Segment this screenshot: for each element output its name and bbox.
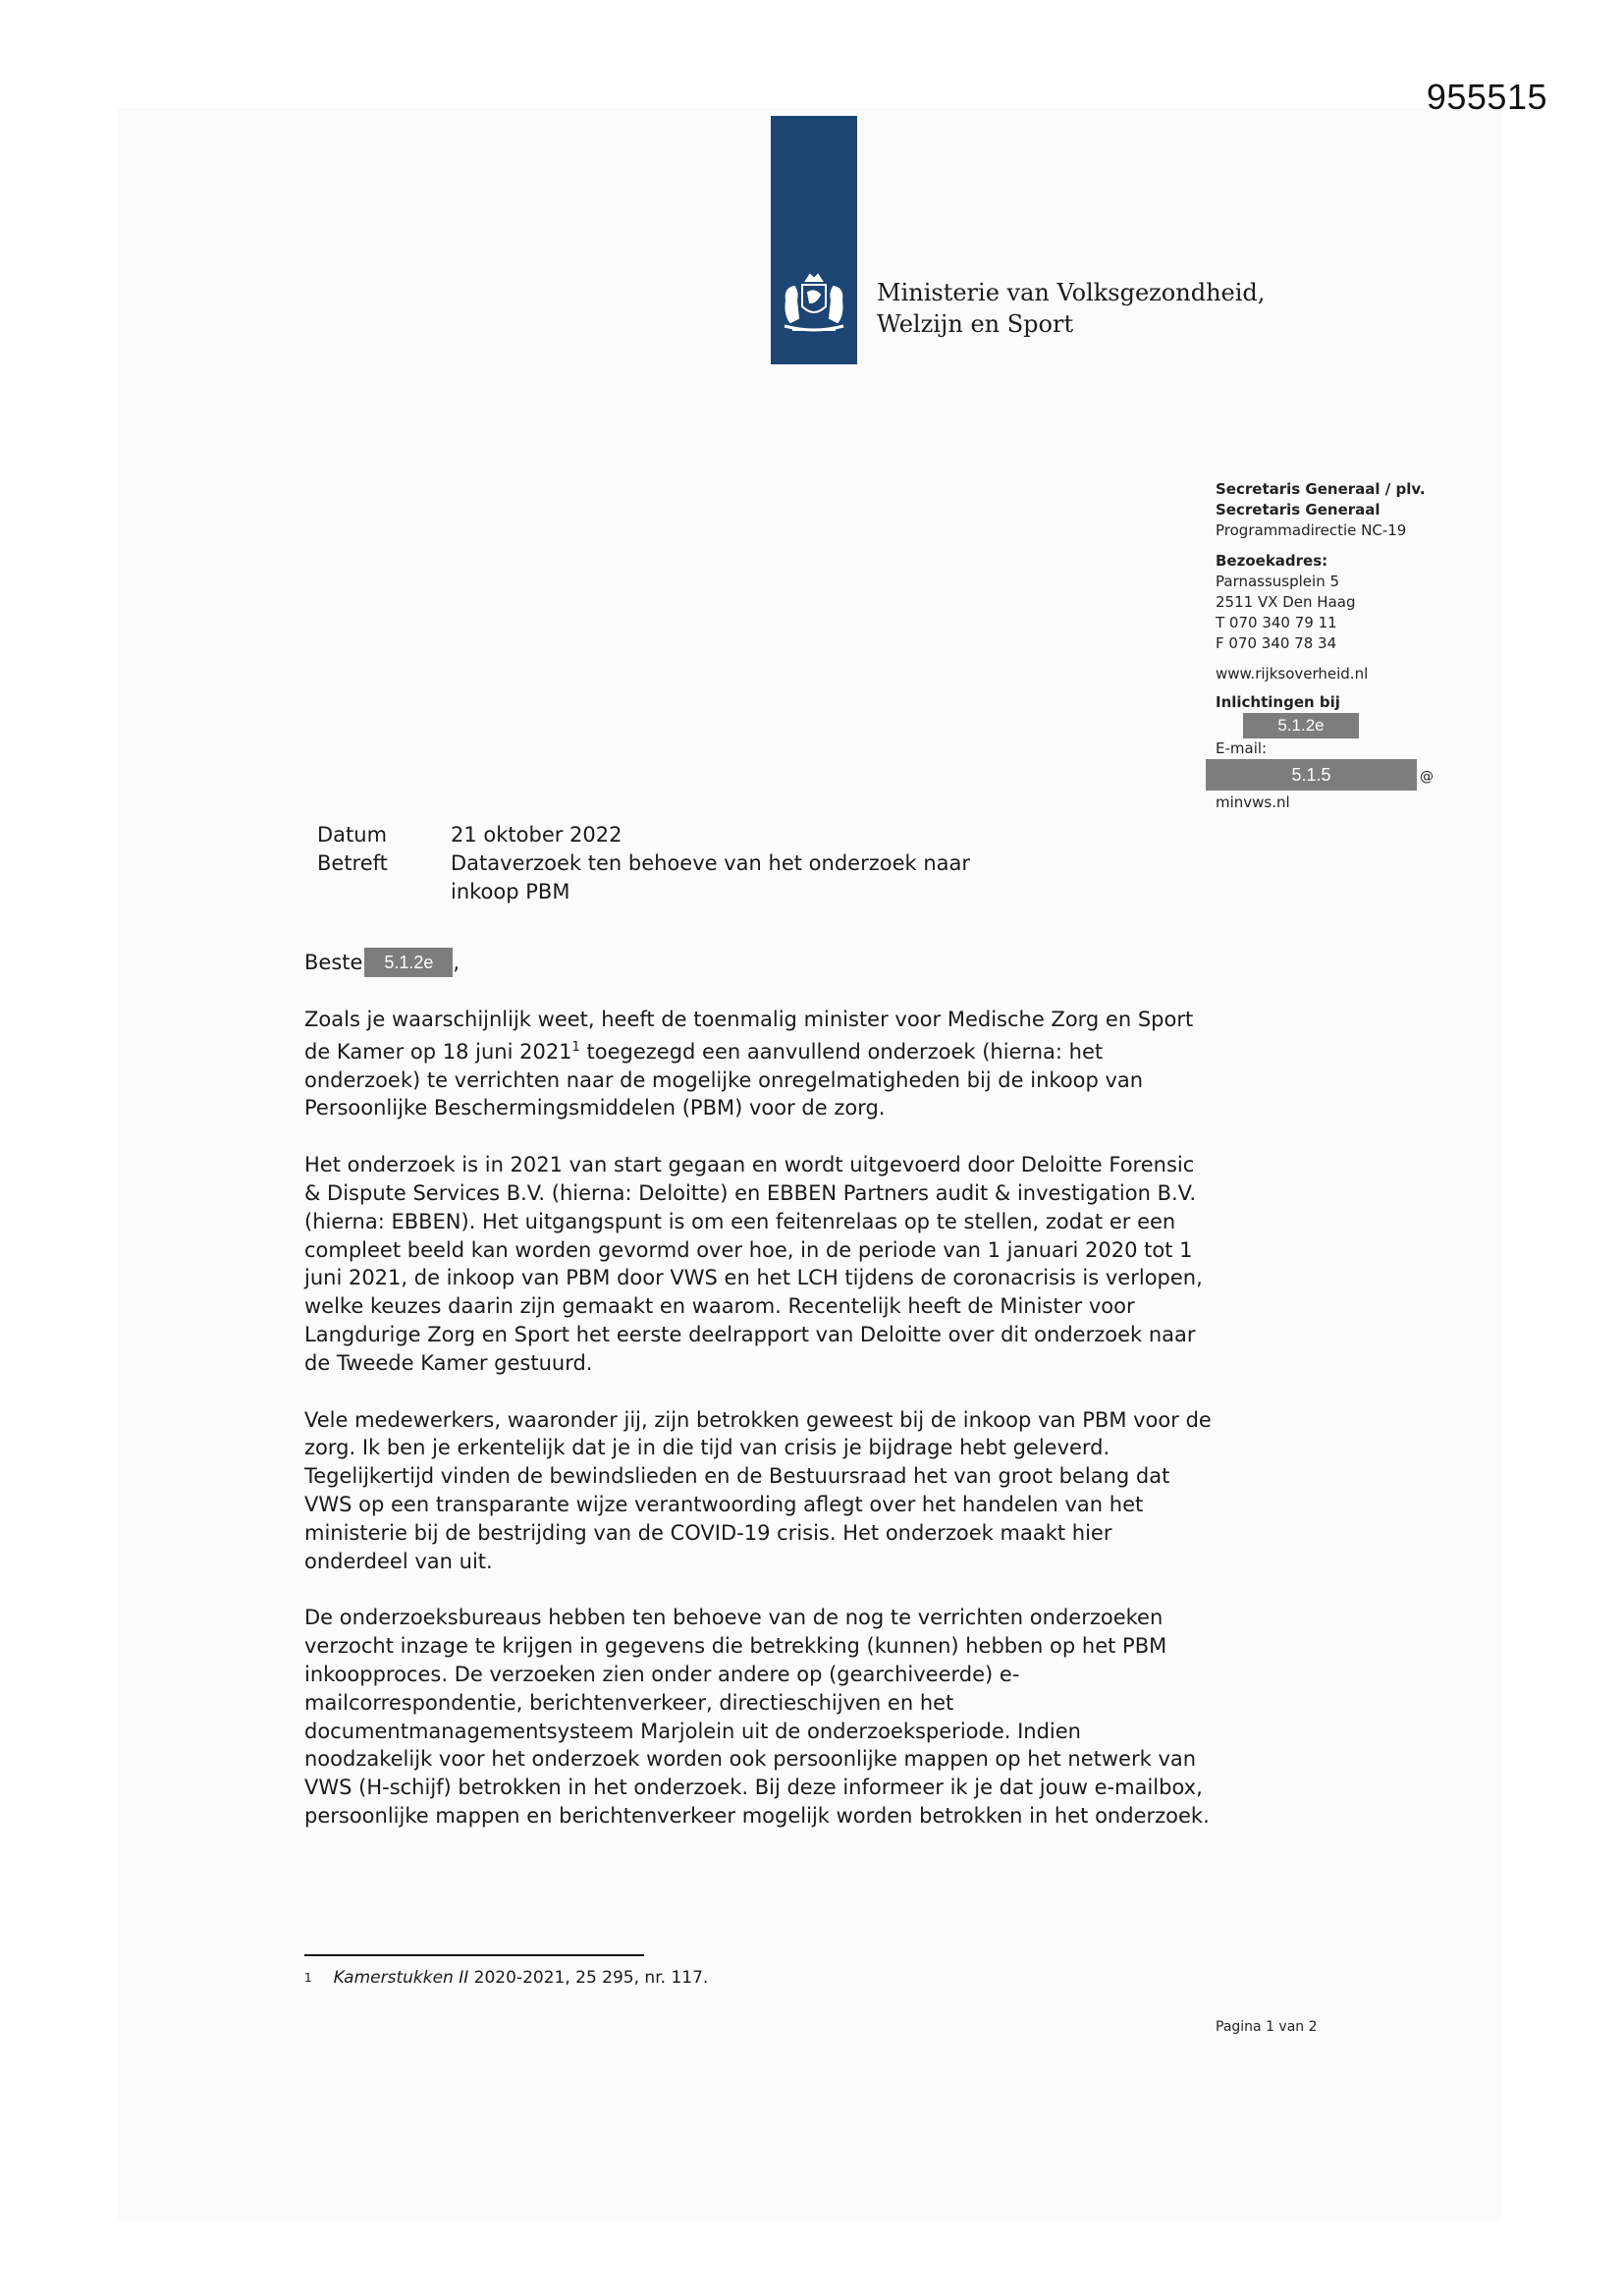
email-redaction: 5.1.5 [1206,759,1417,791]
email-label: E-mail: [1216,739,1268,757]
page-indicator: Pagina 1 van 2 [1216,2019,1318,2035]
phone-number: T 070 340 79 11 [1216,614,1337,631]
fax-number: F 070 340 78 34 [1216,634,1337,652]
contact-name-redaction: 5.1.2e [1243,713,1359,738]
paragraph-1: Zoals je waarschijnlijk weet, heeft de toenmalig minister voor Medische Zorg en Sport de Kamer op 18 juni 2021$^1$ toegezegd een aanvullend onderzoek (hierna: het onderzoek) te verrichten naar de mogelijke onregelmatigheden bij de inkoop van Persoonlijke Beschermingsmiddelen (PBM) voor de zorg. [304,1008,1194,1121]
department-line2: Secretaris Generaal [1216,501,1380,519]
footnote-detail: 2020-2021, 25 295, nr. 117. [468,1968,709,1988]
footnote-source: Kamerstukken II [333,1968,469,1988]
rijksoverheid-logo [771,116,857,364]
paragraph-2: Het onderzoek is in 2021 van start gegaan en wordt uitgevoerd door Deloitte Forensic & Dispute Services B.V. (hierna: Deloitte) en EBBEN Partners audit & investigation B.V. (hierna: EBBEN). Het uitgangspunt is om een feitenrelaas op te stellen, zodat er een compleet beeld kan worden gevormd over hoe, in de periode van 1 januari 2020 tot 1 juni 2021, de inkoop van PBM door VWS en het LCH tijdens de coronacrisis is verlopen, welke keuzes daarin zijn gemaakt en waarom. Recentelijk heeft de Minister voor Langdurige Zorg en Sport het eerste deelrapport van Deloitte over dit onderzoek naar de Tweede Kamer gestuurd. [304,1153,1203,1375]
footnote-reference: 1 [571,1039,580,1055]
coat-of-arms-icon [777,273,851,340]
paragraph-3: Vele medewerkers, waaronder jij, zijn betrokken geweest bij de inkoop van PBM voor de zorg. Ik ben je erkentelijk dat je in die tijd van crisis je bijdrage hebt geleverd. Tegelijkertijd vinden de bewindslieden en de Bestuursraad het van groot belang dat VWS op een transparante wijze verantwoording aflegt over het handelen van het ministerie bij de bestrijding van de COVID-19 crisis. Het onderzoek maakt hier onderdeel van uit. [304,1407,1212,1573]
footnote-number: 1 [304,1971,312,1985]
salutation-comma: , [453,951,460,974]
address-city: 2511 VX Den Haag [1216,593,1356,611]
visit-address-label: Bezoekadres: [1216,552,1328,570]
footnote-divider [304,1954,644,1956]
department-line1: Secretaris Generaal / plv. [1216,480,1426,498]
website-link[interactable]: www.rijksoverheid.nl [1216,665,1369,683]
email-domain: minvws.nl [1216,793,1290,811]
ministry-name-line2: Welzijn en Sport [877,310,1074,338]
subject-label: Betreft [317,851,388,875]
salutation [304,948,460,977]
email-at-sign: @ [1420,769,1434,785]
info-label: Inlichtingen bij [1216,693,1340,711]
ministry-name [877,277,1265,340]
sender-info-column [1216,479,1471,813]
date-label: Datum [317,823,388,847]
letter-body [304,1006,1213,1859]
subject-value: Dataverzoek ten behoeve van het onderzoek naar inkoop PBM [451,851,971,903]
address-street: Parnassusplein 5 [1216,573,1340,590]
department-line3: Programmadirectie NC-19 [1216,521,1407,539]
letter-metadata [317,821,1020,906]
ministry-name-line1: Ministerie van Volksgezondheid, [877,279,1266,306]
footnote [304,1967,708,1989]
paragraph-4: De onderzoeksbureaus hebben ten behoeve van de nog te verrichten onderzoeken verzocht inzage te krijgen in gegevens die betrekking (kunnen) hebben op het PBM inkoopproces. De verzoeken zien onder andere op (gearchiveerde) e-mailcorrespondentie, berichtenverkeer, directieschijven en het documentmanagementsysteem Marjolein uit de onderzoeksperiode. Indien noodzakelijk voor het onderzoek worden ook persoonlijke mappen op het netwerk van VWS (H-schijf) betrokken in het onderzoek. Bij deze informeer ik je dat jouw e-mailbox, persoonlijke mappen en berichtenverkeer mogelijk worden betrokken in het onderzoek. [304,1606,1210,1828]
salutation-greeting: Beste [304,951,363,974]
date-value: 21 oktober 2022 [451,823,623,847]
document-number: 955515 [1426,77,1547,117]
recipient-name-redaction: 5.1.2e [364,948,453,977]
